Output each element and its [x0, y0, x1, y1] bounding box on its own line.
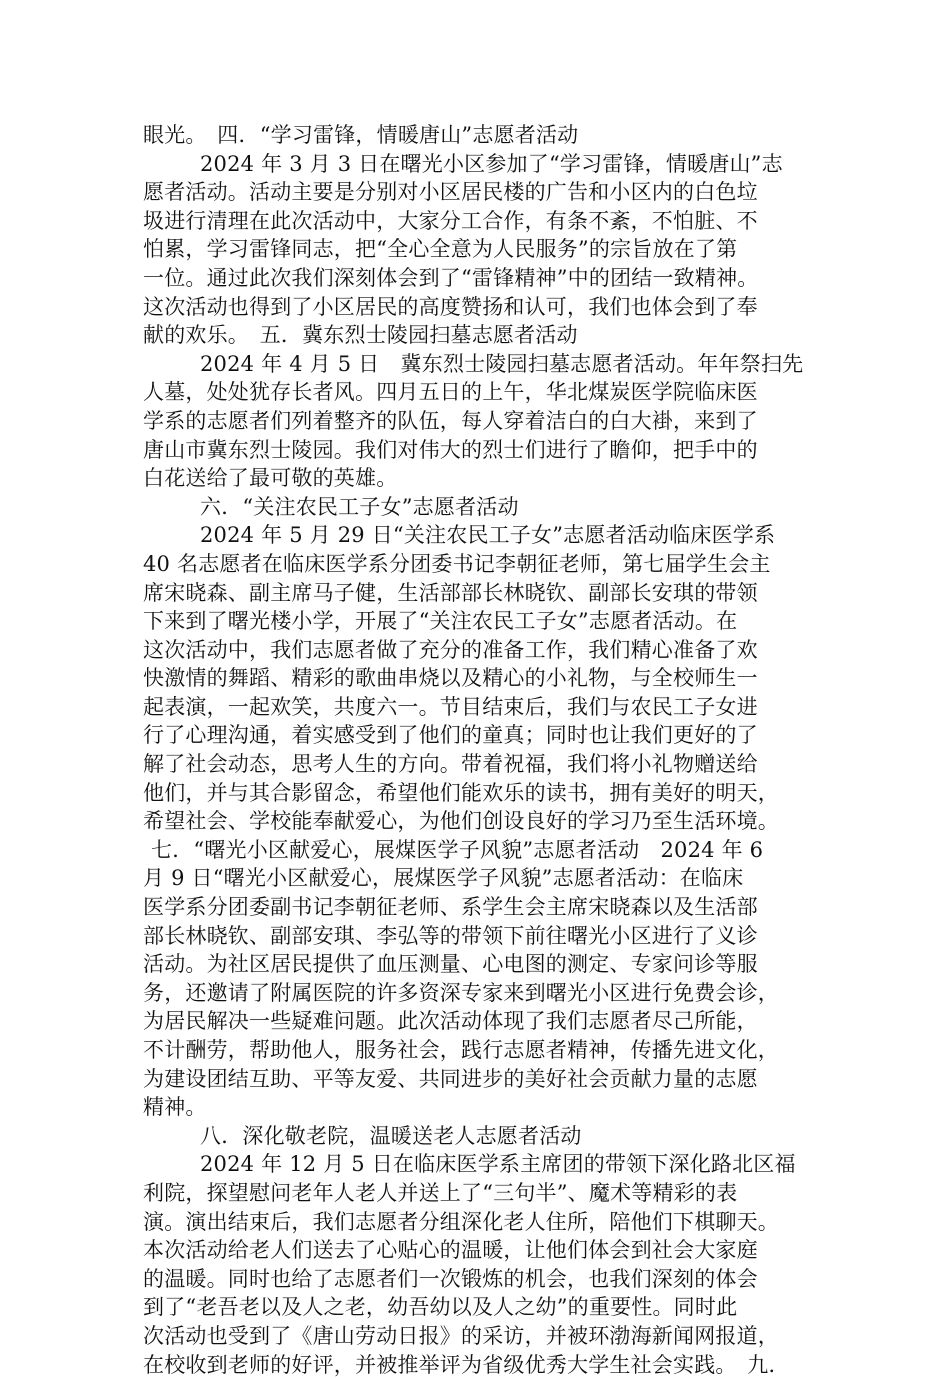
text-line: 本次活动给老人们送去了心贴心的温暖，让他们体会到社会大家庭 [143, 1238, 758, 1263]
text-line: 为居民解决一些疑难问题。此次活动体现了我们志愿者尽己所能， [143, 1009, 758, 1034]
section-heading: 八．深化敬老院，温暖送老人志愿者活动 [200, 1123, 582, 1148]
text-line: 不计酬劳，帮助他人，服务社会，践行志愿者精神，传播先进文化， [143, 1038, 779, 1062]
text-line: 学系的志愿者们列着整齐的队伍，每人穿着洁白的白大褂，来到了 [143, 408, 758, 433]
text-line: 为建设团结互助、平等友爱、共同进步的美好社会贡献力量的志愿 [143, 1066, 758, 1091]
text-line: 席宋晓森、副主席马子健，生活部部长林晓钦、副部长安琪的带领 [143, 580, 758, 605]
section-heading: 七．“曙光小区献爱心，展煤医学子风貌”志愿者活动 2024 年 6 [151, 837, 764, 862]
text-line: 医学系分团委副书记李朝征老师、系学生会主席宋晓森以及生活部 [143, 895, 758, 920]
text-line: 这次活动中，我们志愿者做了充分的准备工作，我们精心准备了欢 [143, 637, 758, 662]
text-line: 下来到了曙光楼小学，开展了“关注农民工子女”志愿者活动。在 [143, 609, 738, 634]
text-line: 解了社会动态，思考人生的方向。带着祝福，我们将小礼物赠送给 [143, 752, 758, 777]
text-line: 一位。通过此次我们深刻体会到了“雷锋精神”中的团结一致精神。 [143, 265, 759, 290]
paragraph-first-line: 2024 年 3 月 3 日在曙光小区参加了“学习雷锋，情暖唐山”志 [200, 151, 783, 176]
text-line: 希望社会、学校能奉献爱心，为他们创设良好的学习乃至生活环境。 [143, 809, 779, 834]
paragraph-first-line: 2024 年 5 月 29 日“关注农民工子女”志愿者活动临床医学系 [200, 523, 776, 548]
text-line: 务，还邀请了附属医院的许多资深专家来到曙光小区进行免费会诊， [143, 980, 779, 1005]
text-line: 在校收到老师的好评，并被推举评为省级优秀大学生社会实践。 九． [143, 1352, 790, 1377]
text-line: 白花送给了最可敬的英雄。 [143, 466, 398, 491]
text-line: 唐山市冀东烈士陵园。我们对伟大的烈士们进行了瞻仰，把手中的 [143, 437, 758, 462]
text-line: 献的欢乐。 五．冀东烈士陵园扫墓志愿者活动 [143, 323, 578, 348]
text-line: 精神。 [143, 1095, 207, 1120]
text-line: 起表演，一起欢笑，共度六一。节目结束后，我们与农民工子女进 [143, 694, 758, 719]
text-line: 40 名志愿者在临床医学系分团委书记李朝征老师，第七届学生会主 [143, 551, 771, 576]
text-line: 活动。为社区居民提供了血压测量、心电图的测定、专家问诊等服 [143, 952, 758, 977]
text-line: 这次活动也得到了小区居民的高度赞扬和认可，我们也体会到了奉 [143, 294, 758, 319]
paragraph-first-line: 2024 年 12 月 5 日在临床医学系主席团的带领下深化路北区福 [200, 1152, 796, 1177]
text-line: 次活动也受到了《唐山劳动日报》的采访，并被环渤海新闻网报道， [143, 1323, 779, 1348]
text-line: 的温暖。同时也给了志愿者们一次锻炼的机会，也我们深刻的体会 [143, 1266, 758, 1291]
text-line: 快激情的舞蹈、精彩的歌曲串烧以及精心的小礼物，与全校师生一 [143, 666, 758, 691]
text-line: 演。演出结束后，我们志愿者分组深化老人住所，陪他们下棋聊天。 [143, 1209, 779, 1234]
text-line: 圾进行清理在此次活动中，大家分工合作，有条不紊，不怕脏、不 [143, 208, 758, 233]
text-line: 愿者活动。活动主要是分别对小区居民楼的广告和小区内的白色垃 [143, 180, 758, 205]
text-line: 到了“老吾老以及人之老，幼吾幼以及人之幼”的重要性。同时此 [143, 1295, 738, 1320]
section-heading: 六．“关注农民工子女”志愿者活动 [200, 494, 519, 519]
text-line: 人墓，处处犹存长者风。四月五日的上午，华北煤炭医学院临床医 [143, 380, 758, 405]
text-line: 他们，并与其合影留念，希望他们能欢乐的读书，拥有美好的明天， [143, 780, 779, 805]
text-line: 行了心理沟通，着实感受到了他们的童真；同时也让我们更好的了 [143, 723, 758, 748]
paragraph-first-line: 2024 年 4 月 5 日 冀东烈士陵园扫墓志愿者活动。年年祭扫先 [200, 351, 804, 376]
text-line: 眼光。 四．“学习雷锋，情暖唐山”志愿者活动 [143, 123, 579, 147]
text-line: 利院，探望慰问老年人老人并送上了“三句半”、魔术等精彩的表 [143, 1180, 738, 1205]
document-body [143, 121, 823, 1379]
text-line: 月 9 日“曙光小区献爱心，展煤医学子风貌”志愿者活动：在临床 [143, 866, 744, 891]
text-line: 部长林晓钦、副部安琪、李弘等的带领下前往曙光小区进行了义诊 [143, 923, 758, 948]
text-line: 怕累，学习雷锋同志，把“全心全意为人民服务”的宗旨放在了第 [143, 237, 738, 262]
